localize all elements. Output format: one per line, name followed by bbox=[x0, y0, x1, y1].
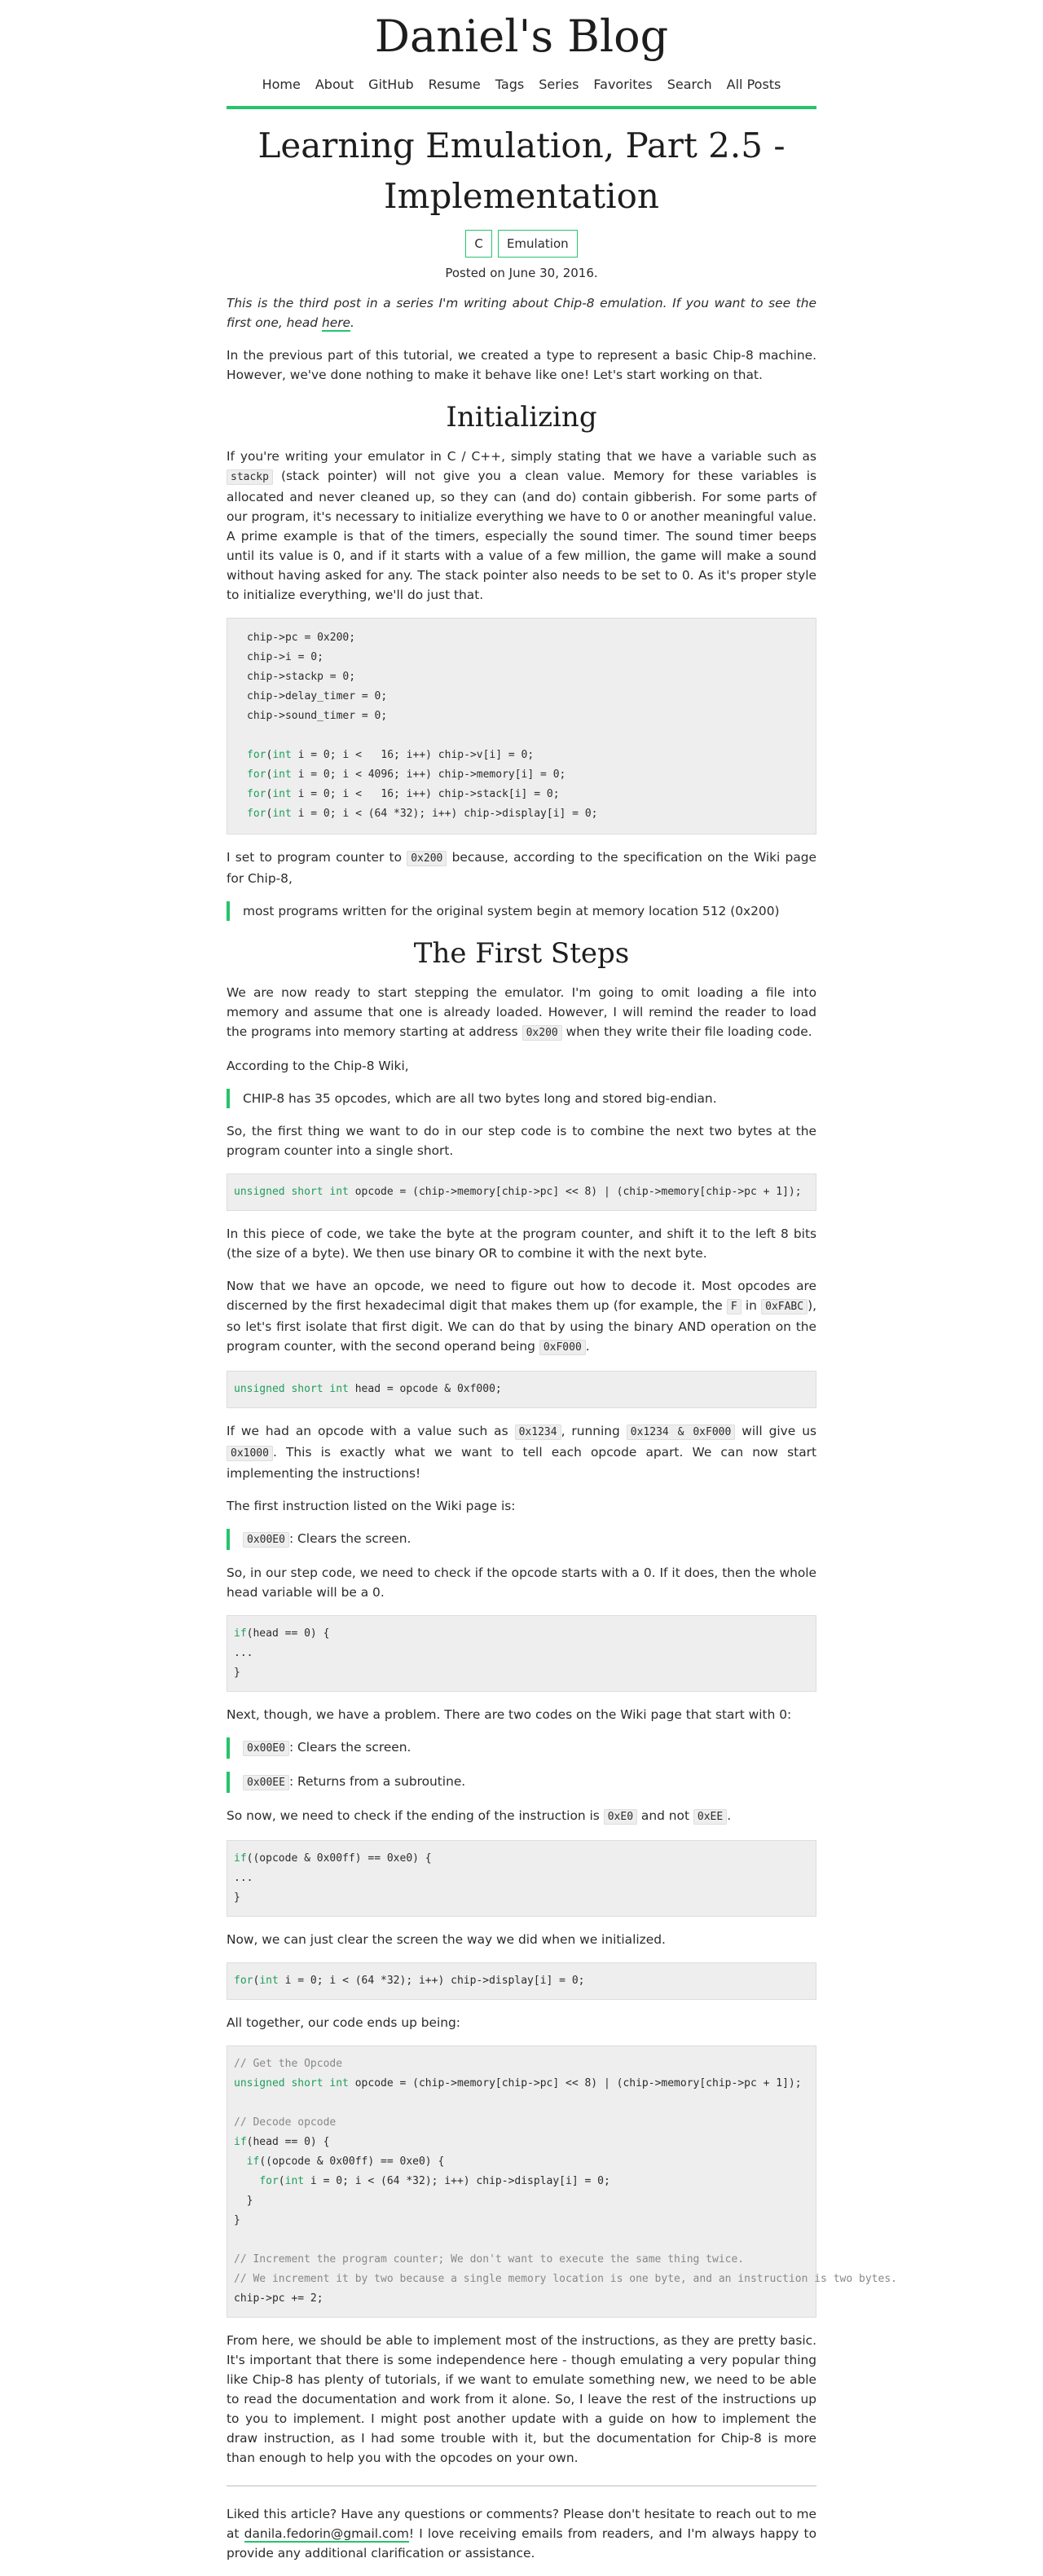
code-text: chip->pc += 2; bbox=[234, 2292, 323, 2305]
text-span: (stack pointer) will not give you a clean value. Memory for these variables is allocated and never cleaned up, so they can (and do) contain gibberish. For some parts of our program, it's necessary to initialize everything we have to 0 or another meaningful value. A prime example is that of the timers, especially the sound timer. The sound timer beeps until its value is 0, and if it starts with a value of a few million, the game will make a sound without having asked for any. The stack pointer also needs to be set to 0. As it's proper style to initialize everything, we'll do just that. bbox=[227, 469, 816, 602]
code-block-init: chip->pc = 0x200; chip->i = 0; chip->stackp = 0; chip->delay_timer = 0; chip->sound_timer = 0; for(int i = 0; i < 16; i++) chip->v[i] = 0; for(int i = 0; i < 4096; i++) chip->memory[i] = 0; for(int i = 0; i < 16; i++) chip->stack[i] = 0; for(int i = 0; i < (64 *32); i++) chip->display[i] = 0; bbox=[227, 618, 816, 834]
nav-resume[interactable]: Resume bbox=[428, 77, 481, 92]
code-text: i = 0; i < (64 *32); i++) chip->display[i] = 0; bbox=[278, 1975, 585, 1987]
intro-paragraph bbox=[227, 293, 816, 332]
text-span: If you're writing your emulator in C / C++, simply stating that we have a variable such as bbox=[227, 449, 816, 464]
nav-tags[interactable]: Tags bbox=[495, 77, 525, 92]
code-keyword: unsigned short int bbox=[234, 1383, 349, 1395]
code-keyword: for bbox=[247, 768, 266, 781]
code-comment: // We increment it by two because a single memory location is one byte, and an instruction is two bytes. bbox=[234, 2273, 897, 2285]
code-line: chip->pc = 0x200; bbox=[247, 632, 356, 644]
text-span: If we had an opcode with a value such as bbox=[227, 1424, 515, 1438]
code-keyword: if bbox=[234, 1852, 247, 1865]
code-text: opcode = (chip->memory[chip->pc] << 8) | (chip->memory[chip->pc + 1]); bbox=[354, 2077, 802, 2089]
code-keyword: for bbox=[247, 808, 266, 820]
code-line: } bbox=[234, 1891, 240, 1904]
fs-paragraph-9: Next, though, we have a problem. There are two codes on the Wiki page that start with 0: bbox=[227, 1707, 792, 1722]
nav-home[interactable]: Home bbox=[262, 77, 301, 92]
quote-return-subroutine bbox=[227, 1772, 816, 1793]
inline-code: 0x200 bbox=[522, 1025, 562, 1041]
text-span: in bbox=[741, 1298, 762, 1313]
intro-end: . bbox=[350, 315, 354, 330]
email-link[interactable]: danila.fedorin@gmail.com bbox=[244, 2526, 409, 2541]
nav-search[interactable]: Search bbox=[667, 77, 712, 92]
page bbox=[227, 0, 897, 2563]
code-line: chip->i = 0; bbox=[247, 651, 323, 663]
code-line: ((opcode & 0x00ff) == 0xe0) { bbox=[246, 1852, 432, 1865]
nav-divider bbox=[227, 106, 816, 109]
text-span: So now, we need to check if the ending of the instruction is bbox=[227, 1808, 604, 1823]
fs-paragraph-3: So, the first thing we want to do in our step code is to combine the next two bytes at the program counter into a single short. bbox=[227, 1124, 816, 1158]
post-title: Learning Emulation, Part 2.5 - Implementation bbox=[257, 125, 786, 216]
fs-paragraph-10 bbox=[227, 1806, 816, 1827]
fs-paragraph-5 bbox=[227, 1276, 816, 1358]
code-keyword: unsigned short int bbox=[234, 2077, 349, 2089]
nav-github[interactable]: GitHub bbox=[368, 77, 414, 92]
nav-all-posts[interactable]: All Posts bbox=[726, 77, 781, 92]
quote-memory-location: most programs written for the original system begin at memory location 512 (0x200) bbox=[227, 901, 816, 921]
nav-series[interactable]: Series bbox=[539, 77, 579, 92]
tag-c[interactable]: C bbox=[465, 230, 491, 258]
code-keyword: for bbox=[259, 2175, 279, 2187]
fs-paragraph-7: The first instruction listed on the Wiki page is: bbox=[227, 1499, 516, 1513]
site-nav bbox=[227, 73, 816, 96]
code-block-clear: for(int i = 0; i < (64 *32); i++) chip->display[i] = 0; bbox=[227, 1962, 816, 2000]
text-span: : Returns from a subroutine. bbox=[288, 1774, 466, 1789]
code-block-if-opcode bbox=[227, 1840, 816, 1917]
code-keyword: int bbox=[272, 768, 292, 781]
text-span: I set to program counter to bbox=[227, 850, 407, 865]
code-block-opcode bbox=[227, 1174, 816, 1211]
text-span: when they write their file loading code. bbox=[561, 1024, 812, 1039]
code-keyword: for bbox=[247, 788, 266, 800]
quote-clear-screen bbox=[227, 1529, 816, 1550]
code-text: i = 0; i < (64 *32); i++) chip->display[i] = 0; bbox=[304, 2175, 610, 2187]
code-line: } bbox=[234, 1667, 240, 1679]
inline-code: 0x00E0 bbox=[243, 1741, 289, 1756]
text-span: . bbox=[585, 1339, 590, 1354]
text-span: : Clears the screen. bbox=[288, 1531, 411, 1546]
code-line: ... bbox=[234, 1872, 253, 1884]
nav-about[interactable]: About bbox=[315, 77, 354, 92]
tag-emulation[interactable]: Emulation bbox=[498, 230, 578, 258]
text-span: , running bbox=[561, 1424, 627, 1438]
code-text: } bbox=[234, 2195, 253, 2207]
code-keyword: if bbox=[234, 2136, 247, 2148]
fs-paragraph-2: According to the Chip-8 Wiki, bbox=[227, 1059, 409, 1073]
heading-initializing: Initializing bbox=[446, 401, 597, 434]
code-keyword: int bbox=[272, 808, 292, 820]
heading-first-steps: The First Steps bbox=[413, 937, 630, 970]
fs-paragraph-8: So, in our step code, we need to check if the opcode starts with a 0. If it does, then the whole head variable will be a 0. bbox=[227, 1565, 816, 1600]
code-text: } bbox=[234, 2214, 240, 2226]
code-line: chip->sound_timer = 0; bbox=[247, 710, 388, 722]
code-line: (head == 0) { bbox=[246, 1627, 330, 1640]
text-span: will give us bbox=[735, 1424, 816, 1438]
text-span: . This is exactly what we want to tell each opcode apart. We can now start implementing the instructions! bbox=[227, 1445, 816, 1481]
code-keyword: for bbox=[234, 1975, 253, 1987]
text-span: because, according to the specification on the Wiki page for Chip-8, bbox=[227, 850, 816, 886]
code-keyword: int bbox=[284, 2175, 305, 2187]
code-text: head = opcode & 0xf000; bbox=[354, 1383, 502, 1395]
code-line: chip->delay_timer = 0; bbox=[247, 690, 388, 702]
post-date: Posted on June 30, 2016. bbox=[445, 266, 598, 280]
inline-code: stackp bbox=[227, 469, 273, 485]
fs-paragraph-4: In this piece of code, we take the byte at the program counter, and shift it to the left 8 bits (the size of a byte). We then use binary OR to combine it with the next byte. bbox=[227, 1226, 816, 1261]
post-tags bbox=[227, 230, 816, 258]
text-span: We are now ready to start stepping the emulator. I'm going to omit loading a file into memory and assume that one is already loaded. However, I will remind the reader to load the programs into memory starting at address bbox=[227, 985, 816, 1039]
code-comment: // Increment the program counter; We don't want to execute the same thing twice. bbox=[234, 2253, 745, 2266]
inline-code: 0x1000 bbox=[227, 1446, 273, 1461]
inline-code: 0xF000 bbox=[539, 1340, 586, 1355]
code-keyword: if bbox=[246, 2155, 260, 2168]
quote-opcodes: CHIP-8 has 35 opcodes, which are all two bytes long and stored big-endian. bbox=[227, 1089, 816, 1108]
inline-code: 0xFABC bbox=[761, 1299, 808, 1314]
code-text: (head == 0) { bbox=[246, 2136, 330, 2148]
inline-code: F bbox=[727, 1299, 742, 1314]
inline-code: 0x00EE bbox=[243, 1775, 289, 1790]
fs-paragraph-13: From here, we should be able to implement most of the instructions, as they are pretty basic. It's important that there is some independence here - though emulating a very popular thing like Chip-8 has plenty of tutorials, if we want to emulate something new, we need to be able to read the documentation and work from it alone. So, I leave the rest of the instructions up to you to implement. I might post another update with a guide on how to implement the draw instruction, as I had some trouble with it, but the documentation for Chip-8 is more than enough to help you with the opcodes on your own. bbox=[227, 2333, 816, 2465]
footer-paragraph bbox=[227, 2504, 816, 2563]
fs-paragraph-1 bbox=[227, 983, 816, 1043]
text-span: ), so let's first isolate that first digit. We can do that by using the binary AND operation on the program counter, with the second operand being bbox=[227, 1298, 816, 1354]
inline-code: 0x200 bbox=[407, 851, 447, 866]
init-paragraph-2 bbox=[227, 848, 816, 888]
code-block-final: // Get the Opcode unsigned short int opcode = (chip->memory[chip->pc] << 8) | (chip->memory[chip->pc + 1]); // Decode opcode if(head == 0) { if((opcode & 0x00ff) == 0xe0) { for(int i = 0; i < (64 *32); i++) chip->display[i] = 0; } } // Increment the program counter; We don't want to execute the same thing twice. // We increment it by two because a single memory location is one byte, and an instruction is two bytes. chip->pc += 2; bbox=[227, 2045, 816, 2318]
paragraph-1: In the previous part of this tutorial, we created a type to represent a basic Chip-8 machine. However, we've done nothing to make it behave like one! Let's start working on that. bbox=[227, 348, 816, 382]
fs-paragraph-11: Now, we can just clear the screen the way we did when we initialized. bbox=[227, 1932, 666, 1947]
site-title[interactable]: Daniel's Blog bbox=[374, 11, 669, 62]
text-span: . bbox=[727, 1808, 732, 1823]
code-block-head bbox=[227, 1371, 816, 1408]
code-keyword: if bbox=[234, 1627, 247, 1640]
text-span: and not bbox=[637, 1808, 693, 1823]
intro-text: This is the third post in a series I'm writing about Chip-8 emulation. If you want to see the first one, head bbox=[227, 296, 816, 330]
inline-code: 0x1234 bbox=[515, 1425, 561, 1440]
text-span: : Clears the screen. bbox=[288, 1740, 411, 1755]
inline-code: 0xE0 bbox=[604, 1809, 637, 1825]
code-keyword: int bbox=[272, 749, 292, 761]
code-line: chip->stackp = 0; bbox=[247, 671, 356, 683]
fs-paragraph-12: All together, our code ends up being: bbox=[227, 2015, 460, 2030]
code-text: ((opcode & 0x00ff) == 0xe0) { bbox=[259, 2155, 445, 2168]
text-span: Liked this article? Have any questions or comments? Please don't hesitate to reach out to me at bbox=[227, 2507, 816, 2541]
code-keyword: int bbox=[259, 1975, 279, 1987]
code-keyword: int bbox=[272, 788, 292, 800]
code-comment: // Decode opcode bbox=[234, 2116, 337, 2129]
code-keyword: unsigned short int bbox=[234, 1186, 349, 1198]
code-text: opcode = (chip->memory[chip->pc] << 8) | (chip->memory[chip->pc + 1]); bbox=[354, 1186, 802, 1198]
nav-favorites[interactable]: Favorites bbox=[593, 77, 653, 92]
code-block-if-head bbox=[227, 1615, 816, 1692]
fs-paragraph-6 bbox=[227, 1421, 816, 1483]
inline-code: 0x00E0 bbox=[243, 1532, 289, 1548]
code-comment: // Get the Opcode bbox=[234, 2058, 343, 2070]
text-span: Now that we have an opcode, we need to figure out how to decode it. Most opcodes are discerned by the first hexadecimal digit that makes them up (for example, the bbox=[227, 1279, 816, 1313]
code-keyword: for bbox=[247, 749, 266, 761]
text-span: ! I love receiving emails from readers, and I'm always happy to provide any additional clarification or assistance. bbox=[227, 2526, 817, 2561]
intro-link[interactable]: here bbox=[321, 315, 350, 330]
code-line: ... bbox=[234, 1647, 253, 1659]
quote-clear-screen-2 bbox=[227, 1737, 816, 1759]
init-paragraph-1 bbox=[227, 447, 816, 605]
inline-code: 0x1234 & 0xF000 bbox=[627, 1425, 736, 1440]
inline-code: 0xEE bbox=[693, 1809, 727, 1825]
